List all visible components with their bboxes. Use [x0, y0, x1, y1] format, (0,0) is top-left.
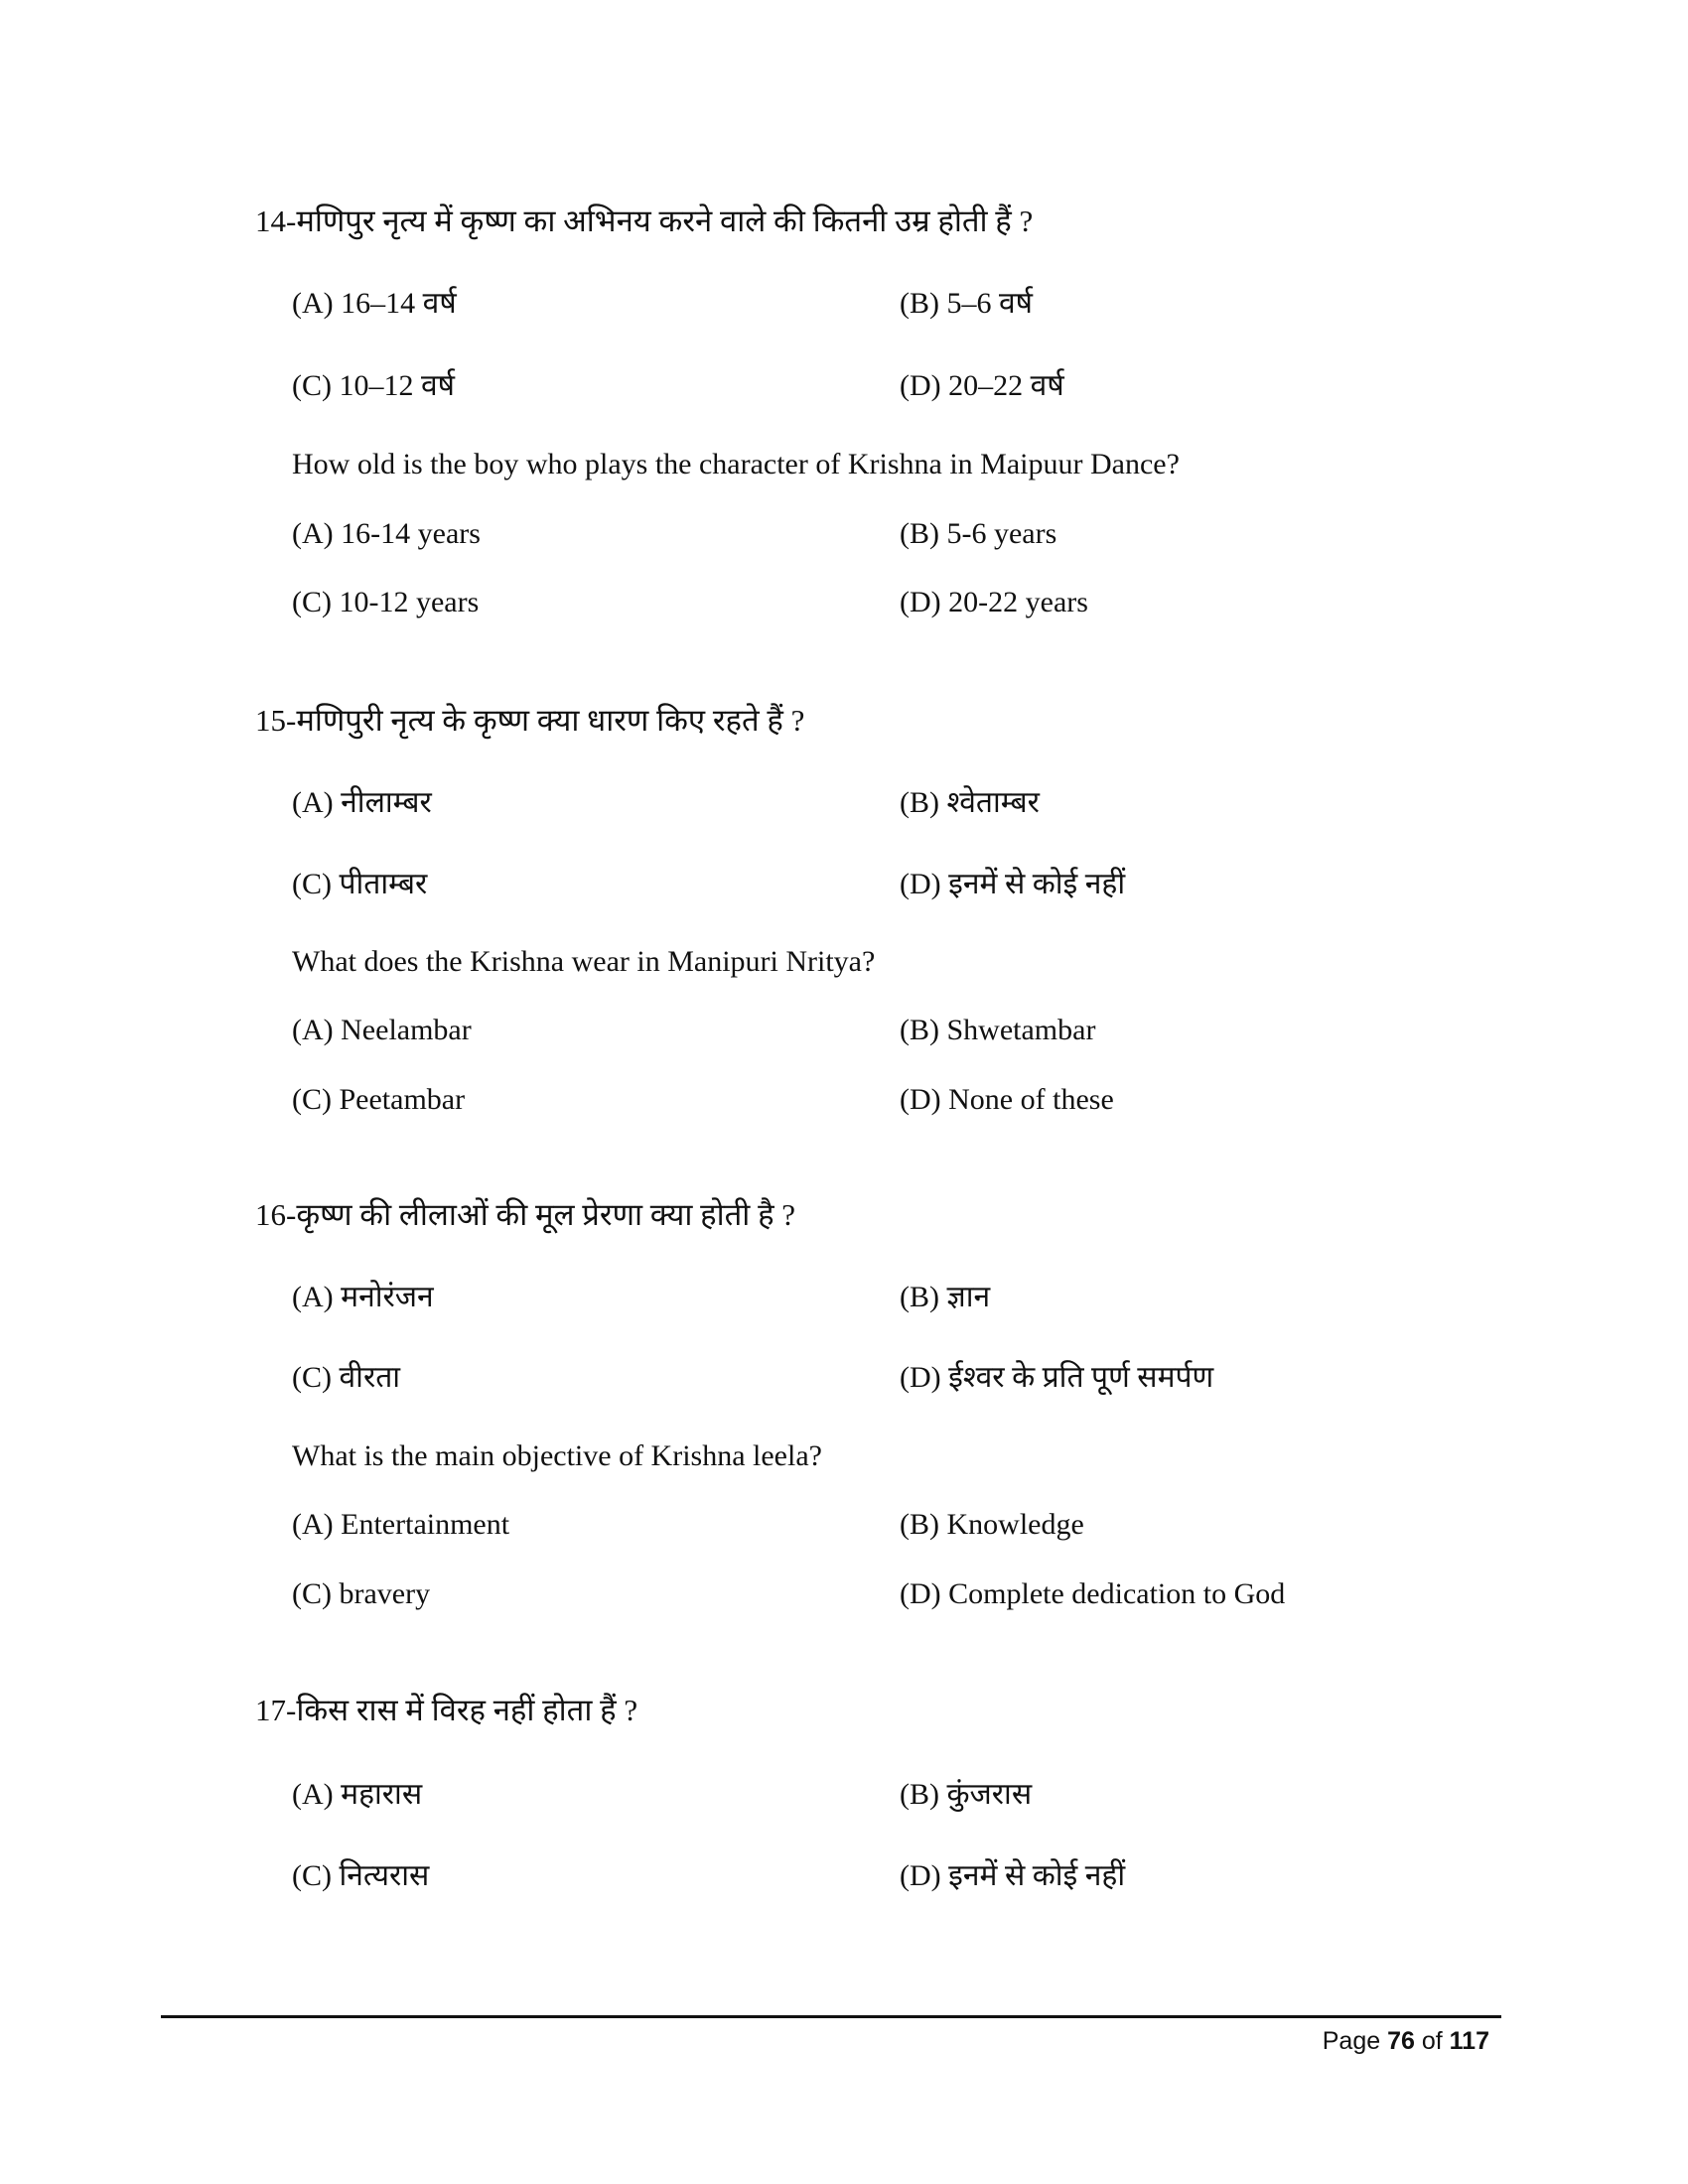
- q14-en-option-b: (B) 5-6 years: [900, 517, 1057, 550]
- q17-hi-option-b: (B) कुंजरास: [900, 1778, 1033, 1811]
- q14-hi-option-d: (D) 20–22 वर्ष: [900, 369, 1064, 402]
- q14-en-option-c: (C) 10-12 years: [292, 586, 480, 618]
- q17-hi-option-a: (A) महारास: [292, 1778, 423, 1811]
- q15-en-option-c: (C) Peetambar: [292, 1083, 466, 1116]
- question-16-hindi: 16-कृष्ण की लीलाओं की मूल प्रेरणा क्या होती है ?: [255, 1197, 796, 1232]
- q16-en-option-d: (D) Complete dedication to God: [900, 1577, 1286, 1610]
- question-16-english: What is the main objective of Krishna leela?: [292, 1439, 822, 1472]
- q14-hi-option-c: (C) 10–12 वर्ष: [292, 369, 456, 402]
- question-14-hindi: 14-मणिपुर नृत्य में कृष्ण का अभिनय करने वाले की कितनी उम्र होती हैं ?: [255, 204, 1034, 238]
- q15-hi-option-a: (A) नीलाम्बर: [292, 786, 432, 819]
- q14-hi-option-a: (A) 16–14 वर्ष: [292, 287, 457, 320]
- q16-en-option-a: (A) Entertainment: [292, 1508, 510, 1541]
- q16-hi-option-b: (B) ज्ञान: [900, 1281, 991, 1313]
- total-pages: 117: [1449, 2027, 1489, 2055]
- q17-hi-option-d: (D) इनमें से कोई नहीं: [900, 1859, 1126, 1892]
- q15-en-option-d: (D) None of these: [900, 1083, 1114, 1116]
- question-17-hindi: 17-किस रास में विरह नहीं होता हैं ?: [255, 1693, 638, 1727]
- q15-hi-option-c: (C) पीताम्बर: [292, 868, 428, 900]
- q14-en-option-a: (A) 16-14 years: [292, 517, 481, 550]
- question-15-english: What does the Krishna wear in Manipuri Nritya?: [292, 945, 876, 978]
- footer-divider: [161, 2015, 1501, 2018]
- q16-hi-option-a: (A) मनोरंजन: [292, 1281, 434, 1313]
- q16-hi-option-d: (D) ईश्वर के प्रति पूर्ण समर्पण: [900, 1361, 1214, 1394]
- q14-hi-option-b: (B) 5–6 वर्ष: [900, 287, 1034, 320]
- current-page: 76: [1387, 2027, 1415, 2055]
- q15-hi-option-d: (D) इनमें से कोई नहीं: [900, 868, 1126, 900]
- q16-hi-option-c: (C) वीरता: [292, 1361, 401, 1394]
- of-label: of: [1421, 2027, 1443, 2055]
- q14-en-option-d: (D) 20-22 years: [900, 586, 1088, 618]
- page-label: Page: [1322, 2027, 1381, 2055]
- q16-en-option-b: (B) Knowledge: [900, 1508, 1084, 1541]
- q17-hi-option-c: (C) नित्यरास: [292, 1859, 430, 1892]
- page-number: [1323, 2027, 1489, 2056]
- q15-en-option-b: (B) Shwetambar: [900, 1014, 1096, 1046]
- q15-en-option-a: (A) Neelambar: [292, 1014, 472, 1046]
- q15-hi-option-b: (B) श्वेताम्बर: [900, 786, 1040, 819]
- q16-en-option-c: (C) bravery: [292, 1577, 431, 1610]
- question-15-hindi: 15-मणिपुरी नृत्य के कृष्ण क्या धारण किए रहते हैं ?: [255, 703, 805, 738]
- question-14-english: How old is the boy who plays the character of Krishna in Maipuur Dance?: [292, 448, 1180, 480]
